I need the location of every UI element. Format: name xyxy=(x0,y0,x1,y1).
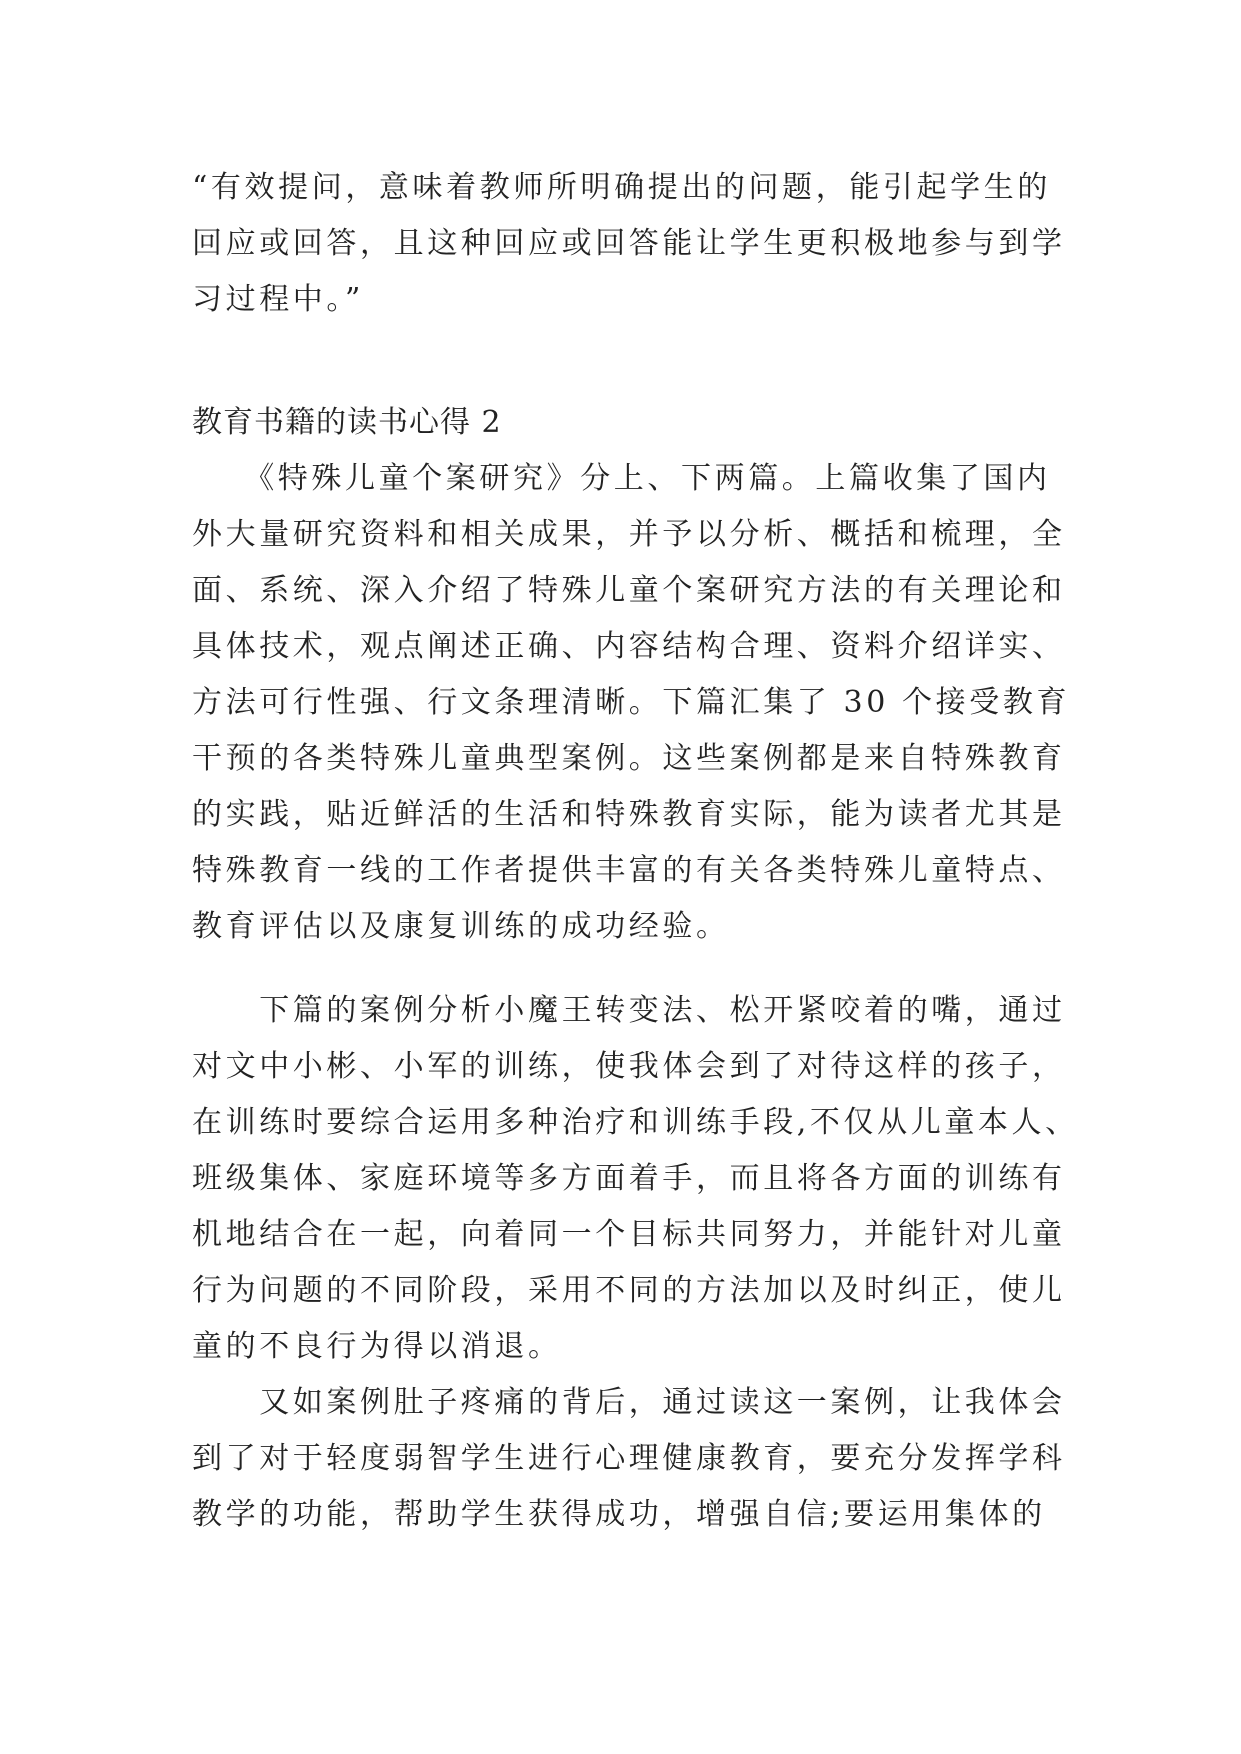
paragraph-line: 在训练时要综合运用多种治疗和训练手段,不仅从儿童本人、 xyxy=(192,1105,1079,1140)
quote-line: “有效提问，意味着教师所明确提出的问题，能引起学生的 xyxy=(192,170,1051,205)
paragraph-line: 童的不良行为得以消退。 xyxy=(192,1329,562,1364)
paragraph-line: 面、系统、深入介绍了特殊儿童个案研究方法的有关理论和 xyxy=(192,573,1066,608)
paragraph-line: 行为问题的不同阶段，采用不同的方法加以及时纠正，使儿 xyxy=(192,1273,1066,1308)
paragraph-line: 又如案例肚子疼痛的背后，通过读这一案例，让我体会 xyxy=(192,1385,1066,1420)
quote-line: 习过程中。” xyxy=(192,282,364,317)
paragraph-line: 《特殊儿童个案研究》分上、下两篇。上篇收集了国内 xyxy=(192,461,1051,496)
paragraph-line: 机地结合在一起，向着同一个目标共同努力，并能针对儿童 xyxy=(192,1217,1066,1252)
paragraph-line: 下篇的案例分析小魔王转变法、松开紧咬着的嘴，通过 xyxy=(192,993,1066,1028)
paragraph xyxy=(192,451,1071,955)
paragraph-line: 干预的各类特殊儿童典型案例。这些案例都是来自特殊教育 xyxy=(192,741,1066,776)
paragraph xyxy=(192,1375,1066,1543)
paragraph xyxy=(192,983,1079,1375)
paragraph-line: 外大量研究资料和相关成果，并予以分析、概括和梳理，全 xyxy=(192,517,1066,552)
paragraph-line: 教学的功能，帮助学生获得成功，增强自信;要运用集体的 xyxy=(192,1497,1046,1532)
quote-line: 回应或回答，且这种回应或回答能让学生更积极地参与到学 xyxy=(192,226,1066,261)
paragraph-line: 对文中小彬、小军的训练，使我体会到了对待这样的孩子， xyxy=(192,1049,1066,1084)
paragraph-line: 的实践，贴近鲜活的生活和特殊教育实际，能为读者尤其是 xyxy=(192,797,1066,832)
paragraph-line: 教育评估以及康复训练的成功经验。 xyxy=(192,909,730,944)
section-heading: 教育书籍的读书心得 2 xyxy=(192,405,502,440)
paragraph-line: 到了对于轻度弱智学生进行心理健康教育，要充分发挥学科 xyxy=(192,1441,1066,1476)
paragraph-line: 方法可行性强、行文条理清晰。下篇汇集了 30 个接受教育 xyxy=(192,685,1071,720)
paragraph-line: 班级集体、家庭环境等多方面着手，而且将各方面的训练有 xyxy=(192,1161,1066,1196)
quote-block xyxy=(192,160,1066,328)
paragraph-line: 特殊教育一线的工作者提供丰富的有关各类特殊儿童特点、 xyxy=(192,853,1066,888)
paragraph-line: 具体技术，观点阐述正确、内容结构合理、资料介绍详实、 xyxy=(192,629,1066,664)
